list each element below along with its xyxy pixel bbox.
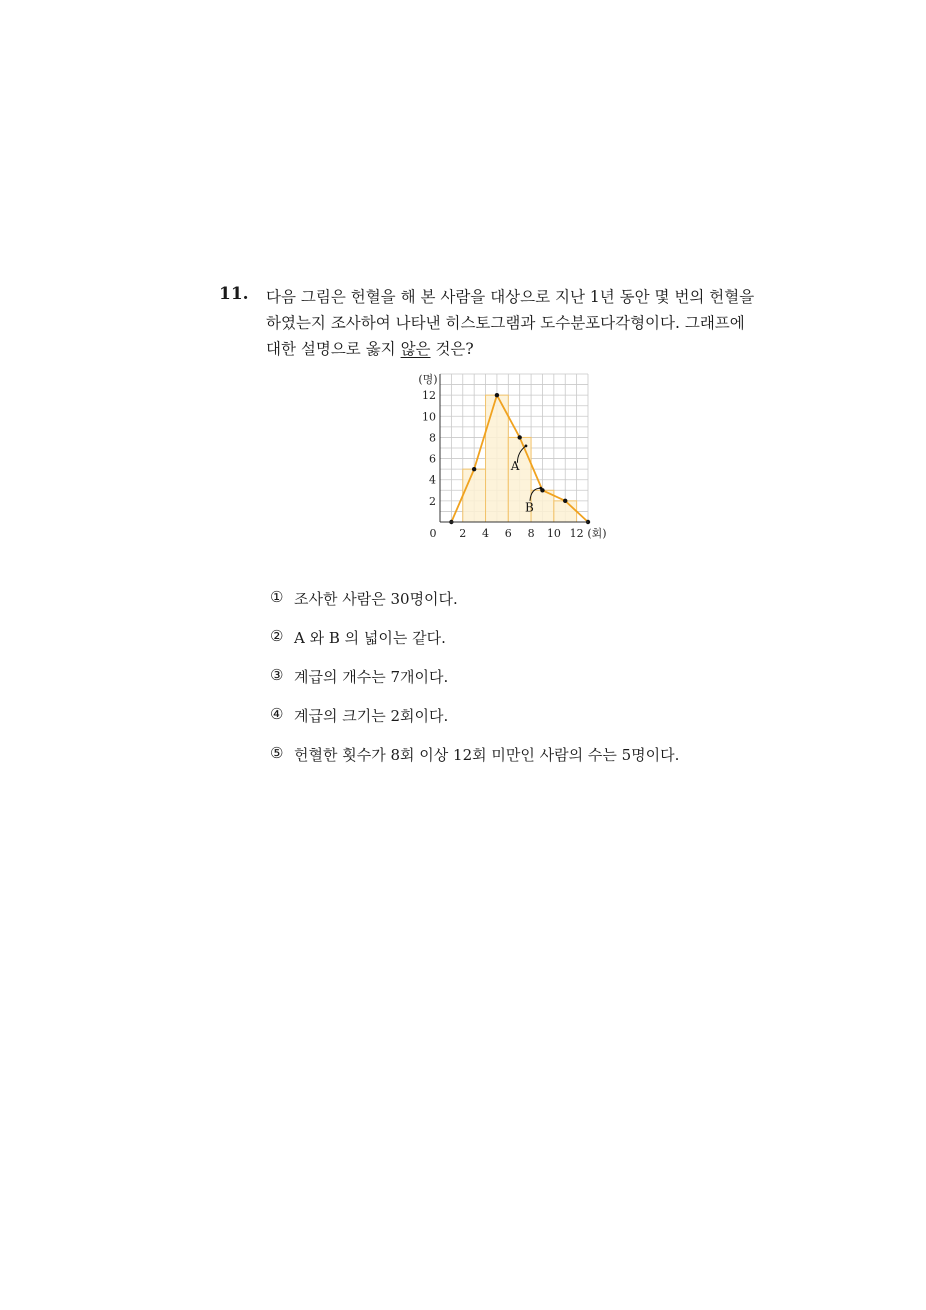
- origin-label: 0: [429, 527, 437, 540]
- choice-text: 계급의 크기는 2회이다.: [294, 707, 449, 725]
- answer-choices: [270, 588, 679, 783]
- choice-mark: ①: [270, 588, 284, 606]
- y-tick-label: 2: [429, 494, 436, 508]
- y-tick-label: 12: [422, 389, 436, 403]
- choice-text: 조사한 사람은 30명이다.: [294, 590, 458, 608]
- choice-mark: ⑤: [270, 744, 284, 762]
- question-line-2: 하였는지 조사하여 나타낸 히스토그램과 도수분포다각형이다. 그래프에: [266, 314, 745, 332]
- annotation-arrow-b-head: [539, 487, 542, 490]
- choice-text: A 와 B 의 넓이는 같다.: [294, 629, 446, 647]
- question-line-1: 다음 그림은 헌혈을 해 본 사람을 대상으로 지난 1년 동안 몇 번의 헌혈을: [266, 288, 755, 306]
- choice-2[interactable]: [270, 627, 679, 666]
- y-tick-label: 8: [429, 431, 436, 445]
- x-tick-label: 10: [546, 527, 561, 540]
- y-axis-label: (명): [418, 373, 438, 386]
- choice-mark: ④: [270, 705, 284, 723]
- choice-mark: ②: [270, 627, 284, 645]
- x-tick-label: 6: [504, 527, 512, 540]
- polygon-point: [472, 467, 476, 471]
- x-tick-label: 12: [569, 527, 584, 540]
- histogram-bar: [486, 395, 509, 522]
- histogram-bar: [463, 469, 486, 522]
- question-number: 11.: [219, 284, 249, 304]
- question-line-3: [266, 336, 786, 362]
- question-tail: 것은?: [430, 340, 474, 358]
- polygon-point: [517, 435, 521, 439]
- annotation-label-b: B: [524, 500, 534, 515]
- choice-5[interactable]: [270, 744, 679, 783]
- choice-text: 헌혈한 횟수가 8회 이상 12회 미만인 사람의 수는 5명이다.: [294, 746, 680, 764]
- y-tick-label: 6: [429, 452, 436, 466]
- y-tick-label: 10: [422, 410, 436, 424]
- choice-4[interactable]: [270, 705, 679, 744]
- question-text: [266, 284, 786, 362]
- question-underlined-word: 않은: [400, 340, 431, 358]
- choice-mark: ③: [270, 666, 284, 684]
- annotation-label-a: A: [510, 459, 520, 474]
- polygon-point: [563, 499, 567, 503]
- choice-3[interactable]: [270, 666, 679, 705]
- annotation-arrow-a-head: [525, 444, 528, 447]
- x-axis-label: (회): [587, 527, 607, 540]
- question-line-3-text: 대한 설명으로 옳지: [266, 340, 396, 358]
- polygon-point: [495, 393, 499, 397]
- histogram-bar: [531, 490, 554, 522]
- x-tick-label: 8: [527, 527, 535, 540]
- x-tick-label: 4: [482, 527, 490, 540]
- histogram-chart: [400, 366, 610, 546]
- x-tick-label: 2: [459, 527, 467, 540]
- choice-text: 계급의 개수는 7개이다.: [294, 668, 449, 686]
- histogram-bar: [554, 501, 577, 522]
- y-tick-label: 4: [429, 473, 436, 487]
- choice-1[interactable]: [270, 588, 679, 627]
